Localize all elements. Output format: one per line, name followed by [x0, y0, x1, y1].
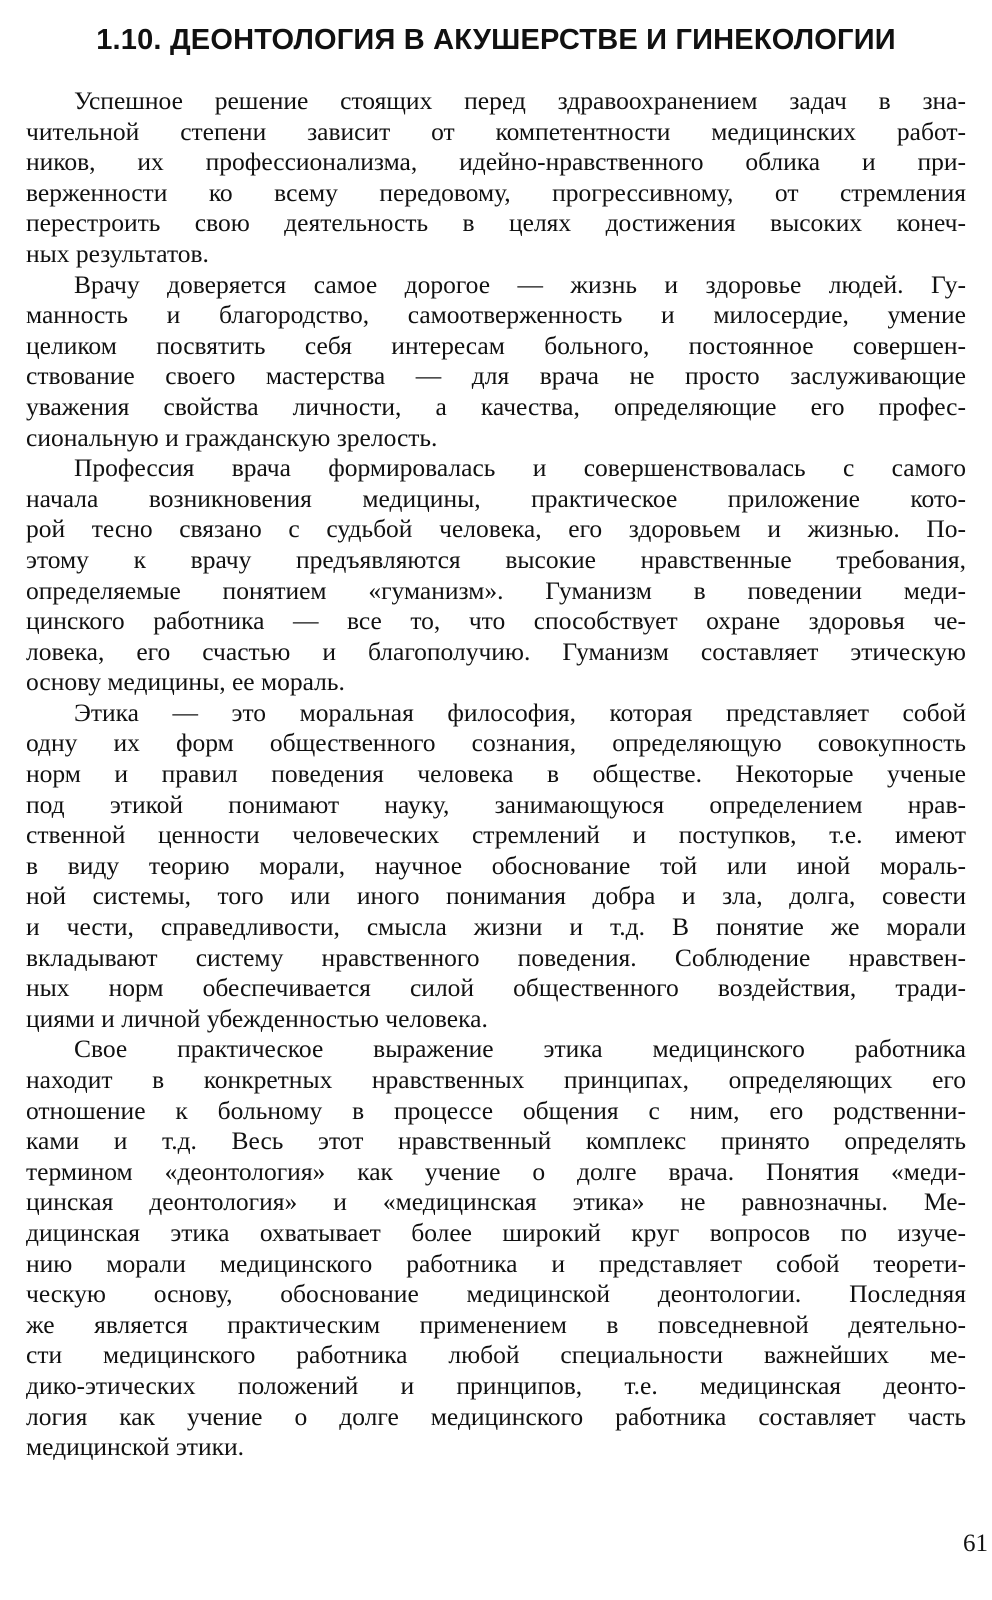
- text-line: перестроить свою деятельность в целях достижения высоких конеч-: [26, 208, 966, 238]
- text-line: основу медицины, ее мораль.: [26, 667, 345, 697]
- text-line: манность и благородство, самоотверженность и милосердие, умение: [26, 300, 966, 330]
- text-line: одну их форм общественного сознания, определяющую совокупность: [26, 728, 966, 758]
- text-line: ных норм обеспечивается силой общественного воздействия, тради-: [26, 973, 966, 1003]
- text-line: этому к врачу предъявляются высокие нравственные требования,: [26, 544, 966, 574]
- paragraph: [26, 698, 966, 1035]
- paragraph: [26, 453, 966, 698]
- text-line: термином «деонтология» как учение о долге врача. Понятия «меди-: [26, 1156, 966, 1186]
- paragraph: [26, 270, 966, 454]
- text-line: дико-этических положений и принципов, т.е. медицинская деонто-: [26, 1370, 966, 1400]
- body-text: [26, 86, 966, 1463]
- text-line: ками и т.д. Весь этот нравственный комплекс принято определять: [26, 1126, 966, 1156]
- text-line: Профессия врача формировалась и совершенствовалась с самого: [74, 453, 966, 483]
- text-line: ствование своего мастерства — для врача не просто заслуживающие: [26, 361, 966, 391]
- text-line: начала возникновения медицины, практическое приложение кото-: [26, 483, 966, 513]
- text-line: целиком посвятить себя интересам больного, постоянное совершен-: [26, 330, 966, 360]
- paragraph: [26, 86, 966, 270]
- text-line: нию морали медицинского работника и представляет собой теорети-: [26, 1248, 966, 1278]
- text-line: Этика — это моральная философия, которая представляет собой: [74, 697, 966, 727]
- text-line: ников, их профессионализма, идейно-нравственного облика и при-: [26, 147, 966, 177]
- text-line: Свое практическое выражение этика медицинского работника: [74, 1034, 966, 1064]
- text-line: дицинская этика охватывает более широкий круг вопросов по изуче-: [26, 1217, 966, 1247]
- paragraph: [26, 1034, 966, 1462]
- section-heading: 1.10. ДЕОНТОЛОГИЯ В АКУШЕРСТВЕ И ГИНЕКОЛОГИИ: [96, 24, 896, 56]
- text-line: определяемые понятием «гуманизм». Гуманизм в поведении меди-: [26, 575, 966, 605]
- text-line: ной системы, того или иного понимания добра и зла, долга, совести: [26, 881, 966, 911]
- text-line: Врачу доверяется самое дорогое — жизнь и здоровье людей. Гу-: [74, 269, 966, 299]
- text-line: и чести, справедливости, смысла жизни и т.д. В понятие же морали: [26, 912, 966, 942]
- text-line: ных результатов.: [26, 238, 209, 268]
- text-line: циями и личной убежденностью человека.: [26, 1003, 488, 1033]
- text-line: вкладывают систему нравственного поведения. Соблюдение нравствен-: [26, 942, 966, 972]
- text-line: цинского работника — все то, что способствует охране здоровья че-: [26, 606, 966, 636]
- text-line: отношение к больному в процессе общения с ним, его родственни-: [26, 1095, 966, 1125]
- text-line: под этикой понимают науку, занимающуюся определением нрав-: [26, 789, 966, 819]
- text-line: ческую основу, обоснование медицинской деонтологии. Последняя: [26, 1279, 966, 1309]
- text-line: находит в конкретных нравственных принципах, определяющих его: [26, 1065, 966, 1094]
- text-line: ственной ценности человеческих стремлений и поступков, т.е. имеют: [26, 820, 966, 850]
- text-line: уважения свойства личности, а качества, определяющие его профес-: [26, 391, 966, 421]
- text-line: в виду теорию морали, научное обоснование той или иной мораль-: [26, 850, 966, 880]
- text-line: медицинской этики.: [26, 1432, 245, 1462]
- text-line: цинская деонтология» и «медицинская этика» не равнозначны. Ме-: [26, 1187, 966, 1217]
- text-line: норм и правил поведения человека в обществе. Некоторые ученые: [26, 759, 966, 789]
- text-line: ловека, его счастью и благополучию. Гуманизм составляет этическую: [26, 636, 966, 666]
- text-line: сти медицинского работника любой специальности важнейших ме-: [26, 1340, 966, 1370]
- text-line: логия как учение о долге медицинского работника составляет часть: [26, 1401, 966, 1431]
- text-line: сиональную и гражданскую зрелость.: [26, 422, 438, 452]
- book-page: [26, 14, 966, 1584]
- text-line: чительной степени зависит от компетентности медицинских работ-: [26, 116, 966, 146]
- text-line: верженности ко всему передовому, прогрессивному, от стремления: [26, 177, 966, 207]
- text-line: рой тесно связано с судьбой человека, его здоровьем и жизнью. По-: [26, 514, 966, 544]
- text-line: Успешное решение стоящих перед здравоохранением задач в зна-: [74, 86, 966, 115]
- text-line: же является практическим применением в повседневной деятельно-: [26, 1309, 966, 1339]
- page-number: 61: [963, 1530, 988, 1557]
